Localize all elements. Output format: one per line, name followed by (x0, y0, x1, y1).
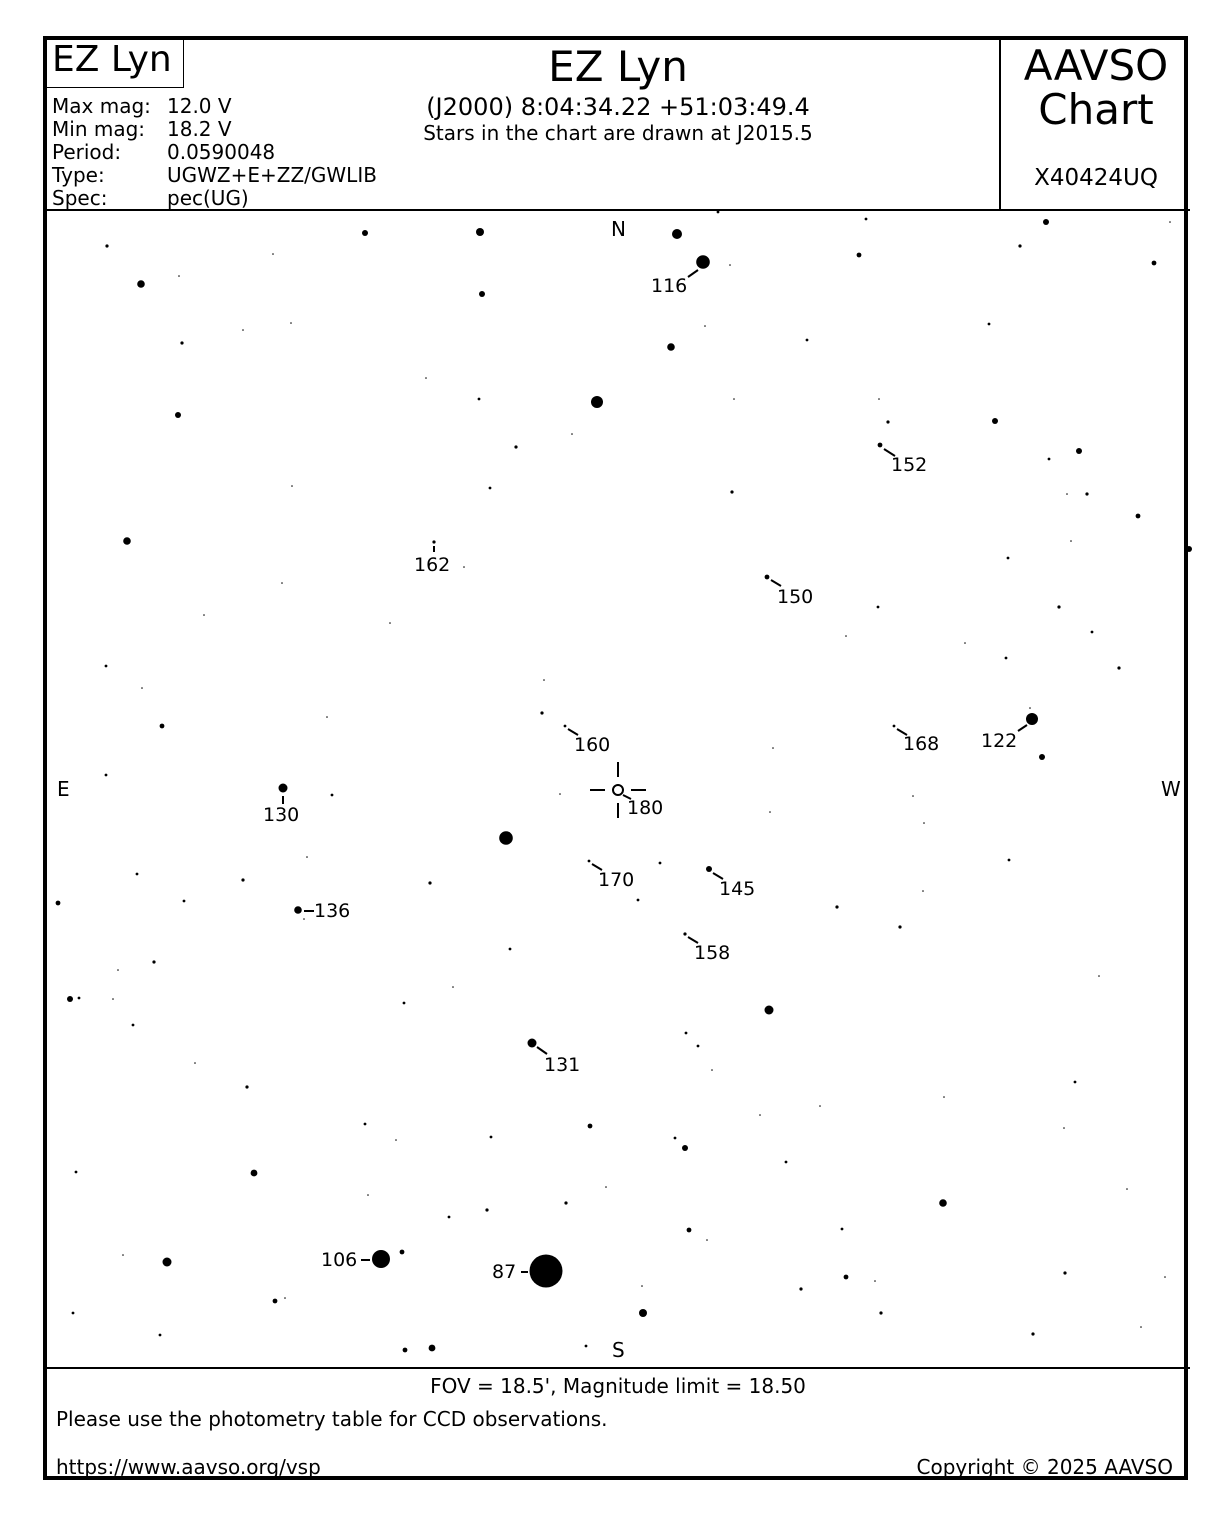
star-dot (964, 642, 966, 644)
star-dot (641, 1285, 643, 1287)
comparison-star-label: 162 (414, 554, 451, 576)
star-dot (132, 1024, 135, 1027)
star-dot (939, 1199, 947, 1207)
star-dot (605, 1186, 607, 1188)
star-dot (922, 890, 924, 892)
star-dot (463, 566, 465, 568)
star-dot (364, 1123, 367, 1126)
star-dot (1076, 448, 1082, 454)
star-dot (183, 900, 186, 903)
star-dot (765, 1006, 774, 1015)
label-leader-line (1018, 725, 1027, 731)
star-dot (1031, 1332, 1034, 1335)
star-name-small: EZ Lyn (52, 39, 172, 80)
star-dot (326, 716, 328, 718)
comparison-star-label: 131 (544, 1054, 581, 1076)
vsp-url[interactable]: https://www.aavso.org/vsp (56, 1455, 321, 1479)
star-dot (294, 906, 302, 914)
star-dot (203, 614, 205, 616)
info-row-max-mag: Max mag: 12.0 V (52, 94, 232, 118)
star-dot (841, 1228, 844, 1231)
fov-line: FOV = 18.5', Magnitude limit = 18.50 (430, 1374, 806, 1398)
star-dot (194, 1062, 196, 1064)
star-dot (490, 1136, 493, 1139)
star-dot (943, 1096, 945, 1098)
label-leader-line (688, 270, 698, 277)
star-dot (476, 228, 484, 236)
star-dot (530, 1255, 563, 1288)
star-dot (585, 1345, 588, 1348)
star-dot (564, 725, 567, 728)
star-dot (733, 398, 735, 400)
star-dot (141, 687, 143, 689)
star-dot (687, 1228, 692, 1233)
coordinates: (J2000) 8:04:34.22 +51:03:49.4 (426, 93, 810, 121)
star-dot (765, 575, 770, 580)
star-dot (674, 1137, 677, 1140)
star-dot (697, 1045, 700, 1048)
star-dot (281, 582, 283, 584)
ccd-note: Please use the photometry table for CCD observations. (56, 1407, 608, 1431)
star-dot (1018, 244, 1021, 247)
star-dot (1066, 493, 1068, 495)
star-dot (485, 1208, 488, 1211)
star-dot (879, 1311, 882, 1314)
star-dot (878, 398, 880, 400)
star-dot (559, 793, 561, 795)
star-dot (874, 1280, 876, 1282)
star-dot (912, 795, 914, 797)
star-dot (448, 1216, 451, 1219)
star-dot (479, 291, 485, 297)
star-dot (1136, 514, 1141, 519)
target-star (613, 785, 623, 795)
star-dot (509, 948, 512, 951)
star-dot (159, 1334, 162, 1337)
star-dot (844, 1275, 849, 1280)
star-dot (180, 341, 183, 344)
star-dot (400, 1250, 405, 1255)
star-dot (711, 1069, 713, 1071)
star-dot (1039, 754, 1045, 760)
star-dot (56, 901, 61, 906)
star-dot (1186, 546, 1192, 552)
comparison-star-label: 145 (719, 878, 756, 900)
star-dot (303, 918, 305, 920)
star-dot (682, 1145, 688, 1151)
star-dot (857, 253, 862, 258)
star-dot (395, 1139, 397, 1141)
star-dot (291, 485, 293, 487)
star-dot (865, 218, 868, 221)
star-dot (878, 443, 883, 448)
star-dot (331, 794, 334, 797)
star-dot (772, 747, 774, 749)
star-dot (1098, 975, 1100, 977)
star-dot (540, 711, 543, 714)
star-dot (112, 998, 114, 1000)
star-dot (696, 255, 710, 269)
star-dot (403, 1002, 406, 1005)
copyright: Copyright © 2025 AAVSO (916, 1455, 1173, 1479)
star-dot (1091, 631, 1094, 634)
star-dot (372, 1250, 390, 1268)
star-dot (273, 1299, 278, 1304)
star-dot (659, 862, 662, 865)
comparison-star-label: 180 (627, 797, 664, 819)
star-dot (1048, 458, 1051, 461)
comparison-star-label: 136 (314, 900, 351, 922)
star-dot (1063, 1127, 1065, 1129)
star-dot (1057, 605, 1060, 608)
org-title-line1: AAVSO (1023, 41, 1169, 90)
star-dot (137, 280, 145, 288)
star-dot (403, 1348, 408, 1353)
info-row-spec: Spec: pec(UG) (52, 186, 249, 210)
star-dot (152, 960, 155, 963)
star-dot (1070, 540, 1072, 542)
star-dot (588, 860, 591, 863)
star-dot (1085, 492, 1088, 495)
star-dot (923, 822, 925, 824)
star-dot (1063, 1271, 1066, 1274)
star-dot (819, 1105, 821, 1107)
star-dot (306, 856, 308, 858)
star-dot (806, 339, 809, 342)
star-dot (785, 1161, 788, 1164)
star-dot (284, 1297, 286, 1299)
label-leader-line (537, 1047, 547, 1054)
star-dot (1043, 219, 1049, 225)
star-dot (992, 418, 998, 424)
star-dot (730, 490, 733, 493)
star-dot (67, 996, 73, 1002)
star-dot (706, 1239, 708, 1241)
star-dot (75, 1171, 78, 1174)
epoch-note: Stars in the chart are drawn at J2015.5 (423, 121, 813, 145)
comparison-star-label: 116 (651, 275, 688, 297)
star-dot (178, 275, 180, 277)
star-dot (845, 635, 847, 637)
star-dot (1074, 1081, 1077, 1084)
south-label: S (612, 1338, 625, 1362)
star-dot (272, 253, 274, 255)
comparison-star-label: 168 (903, 733, 940, 755)
star-dot (78, 997, 81, 1000)
comparison-star-label: 158 (694, 942, 731, 964)
star-dot (706, 866, 712, 872)
info-row-period: Period: 0.0590048 (52, 140, 276, 164)
star-dot (290, 322, 292, 324)
star-dot (1126, 1188, 1128, 1190)
star-dot (123, 537, 131, 545)
star-dot (759, 1114, 761, 1116)
star-dot (769, 811, 771, 813)
star-dot (1026, 713, 1038, 725)
star-dot (452, 986, 454, 988)
star-dot (432, 540, 435, 543)
north-label: N (611, 217, 626, 241)
star-dot (367, 1194, 369, 1196)
star-dot (799, 1287, 802, 1290)
star-dot (478, 398, 481, 401)
star-dot (667, 343, 675, 351)
star-dot (543, 679, 545, 681)
star-dot (514, 445, 517, 448)
org-title-line2: Chart (1038, 85, 1154, 134)
star-dot (175, 412, 181, 418)
comparison-star-label: 87 (492, 1261, 517, 1283)
comparison-star-label: 160 (574, 734, 611, 756)
star-dot (105, 244, 108, 247)
comparison-star-label: 130 (263, 804, 300, 826)
star-dot (591, 396, 603, 408)
star-dot (835, 905, 838, 908)
star-dot (72, 1312, 75, 1315)
star-dot (672, 229, 682, 239)
star-dot (639, 1309, 647, 1317)
comparison-labels-layer (263, 270, 1027, 1283)
star-dot (499, 831, 513, 845)
chart-id: X40424UQ (1034, 165, 1158, 191)
star-dot (1169, 221, 1171, 223)
star-dot (122, 1254, 124, 1256)
star-dot (105, 665, 108, 668)
star-dot (160, 724, 165, 729)
star-dot (241, 878, 244, 881)
star-dot (1164, 1276, 1166, 1278)
star-dot (1008, 859, 1011, 862)
star-dot (1117, 666, 1120, 669)
star-dot (685, 1032, 688, 1035)
star-dot (729, 264, 731, 266)
star-dot (425, 377, 427, 379)
comparison-star-label: 152 (891, 454, 928, 476)
star-dot (163, 1258, 172, 1267)
star-dot (898, 925, 901, 928)
star-dot (988, 323, 991, 326)
star-dot (683, 932, 686, 935)
west-label: W (1161, 777, 1181, 801)
star-dot (571, 433, 573, 435)
comparison-star-label: 122 (981, 730, 1018, 752)
star-dot (245, 1085, 248, 1088)
comparison-star-label: 106 (321, 1249, 358, 1271)
star-dot (717, 211, 720, 214)
star-dot (893, 725, 896, 728)
comparison-star-label: 170 (598, 869, 635, 891)
star-dot (886, 420, 889, 423)
star-dot (704, 325, 706, 327)
star-dot (429, 1345, 436, 1352)
chart-title: EZ Lyn (548, 42, 688, 91)
star-dot (588, 1124, 593, 1129)
star-dot (242, 329, 244, 331)
star-dot (136, 873, 139, 876)
star-dot (564, 1201, 567, 1204)
star-dot (1005, 657, 1008, 660)
star-dot (877, 606, 880, 609)
star-dot (1140, 1326, 1142, 1328)
star-dot (389, 622, 391, 624)
star-dot (528, 1039, 537, 1048)
star-dot (362, 230, 368, 236)
star-dot (117, 969, 119, 971)
star-dot (105, 774, 108, 777)
star-dot (251, 1170, 258, 1177)
star-dot (1152, 261, 1157, 266)
east-label: E (57, 777, 70, 801)
info-row-type: Type: UGWZ+E+ZZ/GWLIB (52, 163, 377, 187)
comparison-star-label: 150 (777, 586, 814, 608)
stars-layer (56, 211, 1192, 1353)
star-dot (637, 899, 640, 902)
star-dot (279, 784, 288, 793)
star-dot (1029, 707, 1031, 709)
info-row-min-mag: Min mag: 18.2 V (52, 117, 232, 141)
star-dot (1007, 557, 1010, 560)
star-dot (428, 881, 431, 884)
star-dot (489, 487, 492, 490)
